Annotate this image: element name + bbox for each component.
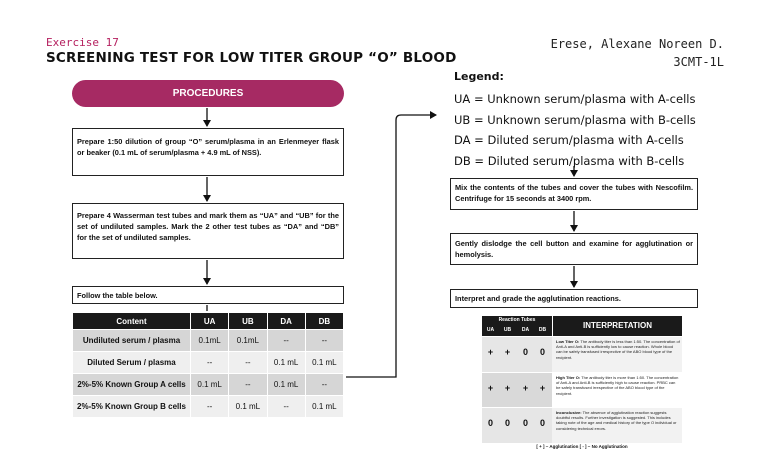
col-header-ua: UA bbox=[191, 313, 229, 330]
table-cell: -- bbox=[191, 396, 229, 418]
col-header-db: DB bbox=[305, 313, 343, 330]
col-header-da: DA bbox=[267, 313, 305, 330]
step-3-box: Follow the table below. bbox=[72, 286, 344, 304]
interp-text: The absence of agglutination reaction suggests doubtful results. Further investigation is suggested. This includes taking note of the age and medical history of the type O individual or considering technical errors. bbox=[556, 410, 677, 431]
reaction-sign: 0 bbox=[522, 418, 528, 428]
table-cell: -- bbox=[229, 374, 267, 396]
interp-footnote: [ + ] – Agglutination [ - ] – No Agglutination bbox=[536, 444, 628, 449]
author-section: 3CMT-1L bbox=[673, 55, 724, 69]
table-cell: -- bbox=[191, 352, 229, 374]
interpretation-header: INTERPRETATION bbox=[553, 316, 682, 336]
reaction-sign: + bbox=[504, 383, 511, 393]
legend-item-da: DA = Diluted serum/plasma with A-cells bbox=[454, 133, 684, 147]
procedures-header: PROCEDURES bbox=[72, 80, 344, 107]
reaction-sign: 0 bbox=[539, 347, 545, 357]
step-2-box: Prepare 4 Wasserman test tubes and mark them as “UA” and “UB” for the set of undiluted samples. Mark the 2 other test tubes as “DA” and “DB” for the set of undiluted samples. bbox=[72, 203, 344, 259]
interp-title: High Titer O: bbox=[556, 375, 581, 380]
table-cell: 0.1 mL bbox=[305, 352, 343, 374]
interp-row-inconclusive bbox=[482, 408, 682, 443]
row-label: 2%-5% Known Group B cells bbox=[73, 396, 191, 418]
reaction-tubes-title: Reaction Tubes bbox=[498, 317, 536, 323]
interp-text: The antibody titer is more than 1:50. The concentration of Anti-A and Anti-B is sufficiently high to cause reaction. PRBC can be safely transfused irrespective of the ABO blood type of the recipient. bbox=[556, 375, 679, 396]
content-table-header bbox=[73, 313, 344, 330]
reaction-sign: + bbox=[522, 383, 529, 393]
reaction-sign: 0 bbox=[539, 418, 545, 428]
legend-item-db: DB = Diluted serum/plasma with B-cells bbox=[454, 154, 685, 168]
table-cell: -- bbox=[229, 352, 267, 374]
table-cell: -- bbox=[267, 396, 305, 418]
table-row bbox=[73, 330, 344, 352]
legend-item-ua: UA = Unknown serum/plasma with A-cells bbox=[454, 92, 696, 106]
rt-col-ub: UB bbox=[503, 327, 512, 333]
table-row bbox=[73, 396, 344, 418]
interp-description bbox=[556, 339, 680, 360]
table-cell: 0.1 mL bbox=[191, 374, 229, 396]
table-cell: 0.1 mL bbox=[267, 352, 305, 374]
rt-col-da: DA bbox=[521, 327, 530, 333]
interp-title: Low Titer O: bbox=[556, 339, 580, 344]
rt-col-db: DB bbox=[538, 327, 547, 333]
table-cell: 0.1 mL bbox=[305, 396, 343, 418]
row-label: Undiluted serum / plasma bbox=[73, 330, 191, 352]
reaction-sign: + bbox=[487, 383, 494, 393]
table-cell: 0.1mL bbox=[191, 330, 229, 352]
interp-title: Inconclusive: bbox=[556, 410, 582, 415]
arrow-table-to-legend bbox=[346, 115, 436, 377]
step-6-box: Interpret and grade the agglutination reactions. bbox=[450, 289, 698, 308]
legend-title: Legend: bbox=[454, 70, 504, 83]
reaction-signs bbox=[482, 337, 552, 372]
reaction-signs bbox=[482, 408, 552, 443]
table-row bbox=[73, 352, 344, 374]
reaction-sign: + bbox=[487, 347, 494, 357]
exercise-label: Exercise 17 bbox=[46, 36, 119, 49]
reaction-tubes-header bbox=[482, 316, 552, 336]
step-1-box: Prepare 1:50 dilution of group “O” serum/plasma in an Erlenmeyer flask or beaker (0.1 mL of serum/plasma + 4.9 mL of NSS). bbox=[72, 128, 344, 176]
reaction-sign: 0 bbox=[504, 418, 510, 428]
content-table bbox=[72, 312, 344, 418]
reaction-sign: + bbox=[504, 347, 511, 357]
table-cell: 0.1 mL bbox=[229, 396, 267, 418]
interp-text: The antibody titer is less than 1:50. The concentration of Anti-A and Anti-B is sufficiently low to cause reaction. Whole blood can be safely transfused irrespective of the ABO blood type of the recipient. bbox=[556, 339, 680, 360]
table-cell: 0.1 mL bbox=[267, 374, 305, 396]
table-cell: -- bbox=[305, 374, 343, 396]
interp-row-low-titer bbox=[482, 337, 682, 372]
author-block bbox=[551, 35, 724, 71]
col-header-ub: UB bbox=[229, 313, 267, 330]
author-name: Erese, Alexane Noreen D. bbox=[550, 37, 724, 51]
page-title: SCREENING TEST FOR LOW TITER GROUP “O” BLOOD bbox=[46, 50, 457, 66]
table-cell: -- bbox=[305, 330, 343, 352]
step-5-box: Gently dislodge the cell button and examine for agglutination or hemolysis. bbox=[450, 233, 698, 265]
row-label: Diluted Serum / plasma bbox=[73, 352, 191, 374]
interpretation-table bbox=[482, 316, 682, 452]
legend-item-ub: UB = Unknown serum/plasma with B-cells bbox=[454, 113, 696, 127]
reaction-signs bbox=[482, 373, 552, 407]
interp-description bbox=[556, 410, 680, 431]
reaction-sign: 0 bbox=[522, 347, 528, 357]
row-label: 2%-5% Known Group A cells bbox=[73, 374, 191, 396]
interp-row-high-titer bbox=[482, 373, 682, 407]
table-row bbox=[73, 374, 344, 396]
table-cell: -- bbox=[267, 330, 305, 352]
step-4-box: Mix the contents of the tubes and cover the tubes with Nescofilm. Centrifuge for 15 seconds at 3400 rpm. bbox=[450, 178, 698, 210]
col-header-content: Content bbox=[73, 313, 191, 330]
rt-col-ua: UA bbox=[486, 327, 495, 333]
reaction-sign: + bbox=[539, 383, 546, 393]
table-cell: 0.1mL bbox=[229, 330, 267, 352]
interp-description bbox=[556, 375, 680, 396]
reaction-sign: 0 bbox=[487, 418, 493, 428]
